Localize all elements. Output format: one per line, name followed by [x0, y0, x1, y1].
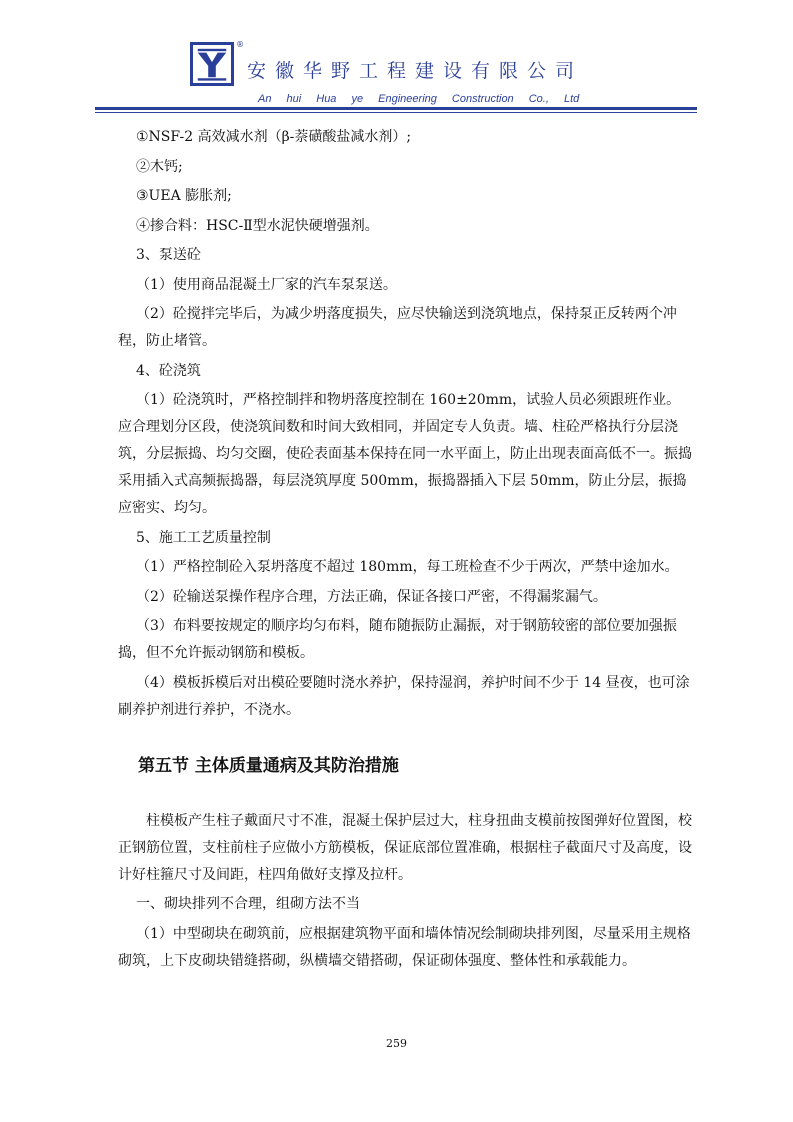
paragraph: ①NSF-2 高效减水剂（β-萘磺酸盐减水剂）; — [136, 129, 412, 145]
company-name-en: An hui Hua ye Engineering Construction Co., Ltd — [258, 93, 580, 105]
paragraph: （4）模板拆模后对出模砼要随时浇水养护，保持湿润，养护时间不少于 14 昼夜，也可涂刷养护剂进行养护，不浇水。 — [118, 674, 690, 718]
paragraph: ③UEA 膨胀剂; — [136, 188, 232, 204]
page-number: 259 — [386, 1037, 407, 1050]
paragraph: （1）严格控制砼入泵坍落度不超过 180mm，每工班检查不少于两次，严禁中途加水。 — [136, 559, 679, 575]
paragraph: （3）布料要按规定的顺序均匀布料，随布随振防止漏振，对于钢筋较密的部位要加强振捣，但不允许振动钢筋和模板。 — [118, 618, 677, 661]
registered-mark: ® — [236, 40, 244, 49]
company-name-cn: 安徽华野工程建设有限公司 — [247, 60, 584, 82]
logo-mark-icon — [193, 45, 231, 83]
header-rule-thick — [95, 107, 697, 110]
subheading: 5、施工工艺质量控制 — [136, 529, 271, 546]
subheading: 3、泵送砼 — [136, 247, 201, 263]
paragraph: （1）中型砌块在砌筑前，应根据建筑物平面和墙体情况绘制砌块排列图，尽量采用主规格砌筑，上下皮砌块错缝搭砌，纵横墙交错搭砌，保证砌体强度、整体性和承载能力。 — [118, 925, 691, 969]
page-header — [0, 0, 793, 120]
paragraph: ②木钙; — [136, 158, 183, 175]
subheading: 4、砼浇筑 — [136, 362, 201, 379]
paragraph: （1）使用商品混凝土厂家的汽车泵泵送。 — [136, 276, 397, 293]
paragraph: ④掺合料：HSC-Ⅱ型水泥快硬增强剂。 — [136, 217, 379, 234]
paragraph: （2）砼搅拌完毕后，为减少坍落度损失，应尽快输送到浇筑地点，保持泵正反转两个冲程，防止堵管。 — [118, 306, 677, 349]
subheading: 一、砌块排列不合理，组砌方法不当 — [136, 896, 360, 912]
header-rule-thin — [95, 112, 697, 113]
section-title: 第五节 主体质量通病及其防治措施 — [138, 755, 399, 776]
paragraph: （2）砼输送泵操作程序合理，方法正确，保证各接口严密，不得漏浆漏气。 — [136, 588, 607, 605]
paragraph: 柱模板产生柱子戴面尺寸不准，混凝土保护层过大，柱身扭曲支模前按图弹好位置图，校正钢筋位置，支柱前柱子应做小方筋模板，保证底部位置准确，根据柱子截面尺寸及高度，设计好柱箍尺寸及间距，柱四角做好支撑及拉杆。 — [118, 812, 692, 883]
company-logo — [190, 42, 234, 86]
document-body — [118, 124, 693, 977]
paragraph: （1）砼浇筑时，严格控制拌和物坍落度控制在 160±20mm，试验人员必须跟班作业。应合理划分区段，使浇筑间数和时间大致相同，并固定专人负责。墙、柱砼严格执行分层浇筑，分层振捣、均匀交圈，使砼表面基本保持在同一水平面上，防止出现表面高低不一。振捣采用插入式高频振捣器，每层浇筑厚度 500mm，振捣器插入下层 50mm，防止分层，振捣应密实、均匀。 — [118, 392, 692, 516]
